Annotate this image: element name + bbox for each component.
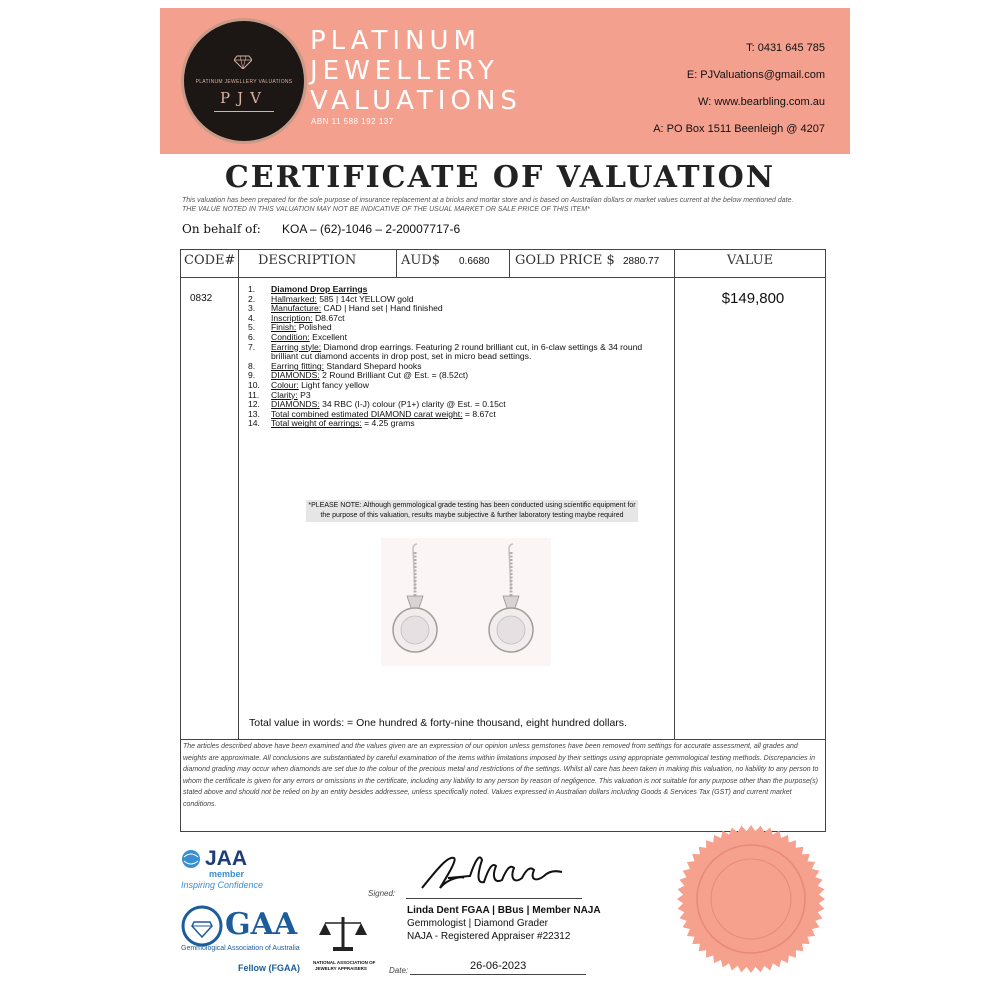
terms-paragraph: The articles described above have been examined and the values given are an expression of our opinion unless gemstones have been removed from settings for accurate assessment, all grades and weights are approximate. All conclusions are substantiated by careful examination of the items within limitations imposed by their settings using appropriate gemmological testing methods. Discrepancies in diamond grading may occur when diamonds are set due to the colour of the precious metal and restrictions of the settings. Whilst all care has been taken in making this valuation, no liability to any person to whom the certificate is given for any errors or omissions in the certificate, including any liability to any person by reason of negligence. This valuation is not suitable for any purpose other than the purpose(s) stated above and should not be relied on by an entity besides addressee, unless specifically noted. Values expressed in Australian dollars including Goods & Services Tax (GST) and current market conditions.	[183, 743, 819, 808]
item-value-text: 2 Round Brilliant Cut @ Est. = (8.52ct)	[319, 370, 469, 381]
item-key: Hallmarked:	[271, 293, 317, 304]
company-logo	[181, 18, 307, 144]
item-key: Finish:	[271, 322, 297, 333]
item-number: 12.	[248, 399, 260, 410]
brand-line-2: JEWELLERY	[310, 56, 499, 86]
brand-name	[310, 26, 570, 116]
description-item	[248, 381, 668, 391]
diamond-icon	[234, 55, 252, 69]
item-number: 8.	[248, 360, 256, 371]
item-key: DIAMONDS:	[271, 399, 320, 410]
abn-number: ABN 11 588 192 137	[311, 117, 394, 126]
item-number: 9.	[248, 370, 256, 381]
item-value-text: CAD | Hand set | Hand finished	[321, 303, 443, 314]
date-label: Date:	[389, 966, 409, 975]
item-value-text: 585 | 14ct YELLOW gold	[316, 293, 414, 304]
item-key: Condition:	[271, 331, 310, 342]
gaa-text: GAA	[225, 907, 298, 942]
item-number: 5.	[248, 322, 256, 333]
gaa-logo	[181, 905, 300, 973]
contact-email: E: PJValuations@gmail.com	[686, 69, 825, 81]
item-number: 1.	[248, 284, 256, 294]
item-number: 2.	[248, 293, 256, 304]
disclaimer-line-1: This valuation has been prepared for the sole purpose of insurance replacement at a bricks and mortar store and is based on Australian dollars or market values current at the below mentioned date.	[182, 197, 794, 204]
item-value-text: = 8.67ct	[462, 408, 496, 419]
earrings-illustration	[381, 538, 551, 666]
item-key: Total weight of earrings:	[271, 418, 362, 429]
item-value-text: = 4.25 grams	[361, 418, 415, 429]
item-value-text: Polished	[296, 322, 332, 333]
item-key: Manufacture:	[271, 303, 322, 314]
valuation-disclaimer	[182, 196, 832, 214]
gold-price-header: GOLD PRICE $	[515, 253, 615, 268]
item-key: Earring fitting:	[271, 360, 325, 371]
item-number: 3.	[248, 303, 256, 314]
description-list	[248, 285, 668, 429]
naja-line-1: NATIONAL ASSOCIATION OF	[313, 960, 376, 965]
company-seal-icon	[676, 824, 826, 974]
item-key: Earring style:	[271, 341, 322, 352]
item-text	[271, 381, 668, 391]
table-header-divider	[180, 277, 826, 278]
column-divider-aud	[509, 249, 510, 277]
total-value-in-words: Total value in words: = One hundred & forty-nine thousand, eight hundred dollars.	[249, 717, 627, 729]
item-text	[271, 419, 668, 429]
gaa-full-name: Gemmological Association of Australia	[181, 945, 300, 952]
column-divider-value	[674, 249, 675, 739]
item-code: 0832	[190, 293, 213, 304]
naja-line-2: JEWELRY APPRAISERS	[315, 966, 367, 971]
aud-header: AUD$	[401, 253, 441, 268]
jaa-member-text: member	[209, 869, 245, 879]
jaa-globe-icon	[182, 850, 200, 868]
item-number: 6.	[248, 331, 256, 342]
item-key: Diamond Drop Earrings	[271, 284, 368, 294]
signer-title: Gemmologist | Diamond Grader	[407, 918, 548, 929]
gold-price-value: 2880.77	[623, 256, 660, 267]
date-line	[410, 974, 586, 975]
item-number: 13.	[248, 408, 260, 419]
contact-phone: T: 0431 645 785	[746, 42, 825, 54]
earring-left	[393, 544, 437, 652]
item-value-text: Excellent	[309, 331, 347, 342]
on-behalf-label: On behalf of:	[182, 222, 261, 236]
column-divider-code	[238, 249, 239, 739]
description-header: DESCRIPTION	[258, 253, 357, 268]
signature-image	[418, 848, 568, 896]
signer-name: Linda Dent FGAA | BBus | Member NAJA	[407, 905, 601, 916]
on-behalf-value: KOA – (62)-1046 – 2-20007717-6	[282, 222, 461, 236]
item-value-text: 34 RBC (I-J) colour (P1+) clarity @ Est. = 0.15ct	[319, 399, 506, 410]
item-key: Clarity:	[271, 389, 298, 400]
signature-line	[406, 898, 582, 899]
item-key: Colour:	[271, 379, 299, 390]
item-number: 11.	[248, 389, 260, 400]
jaa-text: JAA	[205, 847, 248, 870]
item-number: 14.	[248, 418, 260, 429]
disclaimer-line-2: THE VALUE NOTED IN THIS VALUATION MAY NOT BE INDICATIVE OF THE USUAL MARKET OR SALE PRICE OF THIS ITEM*	[182, 206, 590, 213]
table-terms-divider	[180, 739, 826, 740]
item-key: DIAMONDS:	[271, 370, 320, 381]
item-key: Inscription:	[271, 312, 313, 323]
testing-note: *PLEASE NOTE: Although gemmological grade testing has been conducted using scientific equipment for the purpose of this valuation, results maybe subjective & further laboratory testing maybe required	[306, 500, 638, 522]
item-value-text: Standard Shepard hooks	[324, 360, 422, 371]
gaa-fellow: Fellow (FGAA)	[238, 963, 300, 973]
item-number: 7.	[248, 341, 256, 352]
contact-address: A: PO Box 1511 Beenleigh @ 4207	[653, 123, 825, 135]
certificate-title: CERTIFICATE OF VALUATION	[224, 160, 776, 195]
description-item	[248, 419, 668, 429]
jaa-tagline: Inspiring Confidence	[181, 880, 264, 890]
aud-value: 0.6680	[459, 256, 490, 267]
item-text	[271, 343, 668, 362]
item-key: Total combined estimated DIAMOND carat weight:	[271, 408, 463, 419]
item-value-text: Diamond drop earrings. Featuring 2 round brilliant cut, in 6-claw settings & 34 round brilliant cut diamond accents in drop post, set in micro bead settings.	[271, 341, 643, 362]
value-header: VALUE	[726, 253, 774, 268]
item-number: 10.	[248, 379, 260, 390]
logo-initials: PJV	[220, 89, 268, 107]
logo-text: PLATINUM JEWELLERY VALUATIONS	[195, 79, 293, 85]
logo-divider	[214, 111, 274, 112]
earring-right	[489, 544, 533, 652]
item-value-text: Light fancy yellow	[298, 379, 369, 390]
brand-line-1: PLATINUM	[310, 26, 481, 56]
brand-line-3: VALUATIONS	[310, 86, 522, 116]
item-value: $149,800	[721, 290, 785, 307]
naja-logo	[313, 913, 376, 971]
item-number: 4.	[248, 312, 256, 323]
certificate-date: 26-06-2023	[470, 960, 527, 972]
description-item	[248, 343, 668, 362]
item-value-text: P3	[297, 389, 311, 400]
code-header: CODE#	[184, 253, 236, 268]
item-value-text: D8.67ct	[312, 312, 345, 323]
earrings-photo	[381, 538, 551, 666]
signed-label: Signed:	[368, 889, 396, 898]
column-divider-description	[396, 249, 397, 277]
signer-registration: NAJA - Registered Appraiser #22312	[407, 931, 571, 942]
jaa-member-logo	[181, 847, 264, 902]
contact-website: W: www.bearbling.com.au	[698, 96, 825, 108]
